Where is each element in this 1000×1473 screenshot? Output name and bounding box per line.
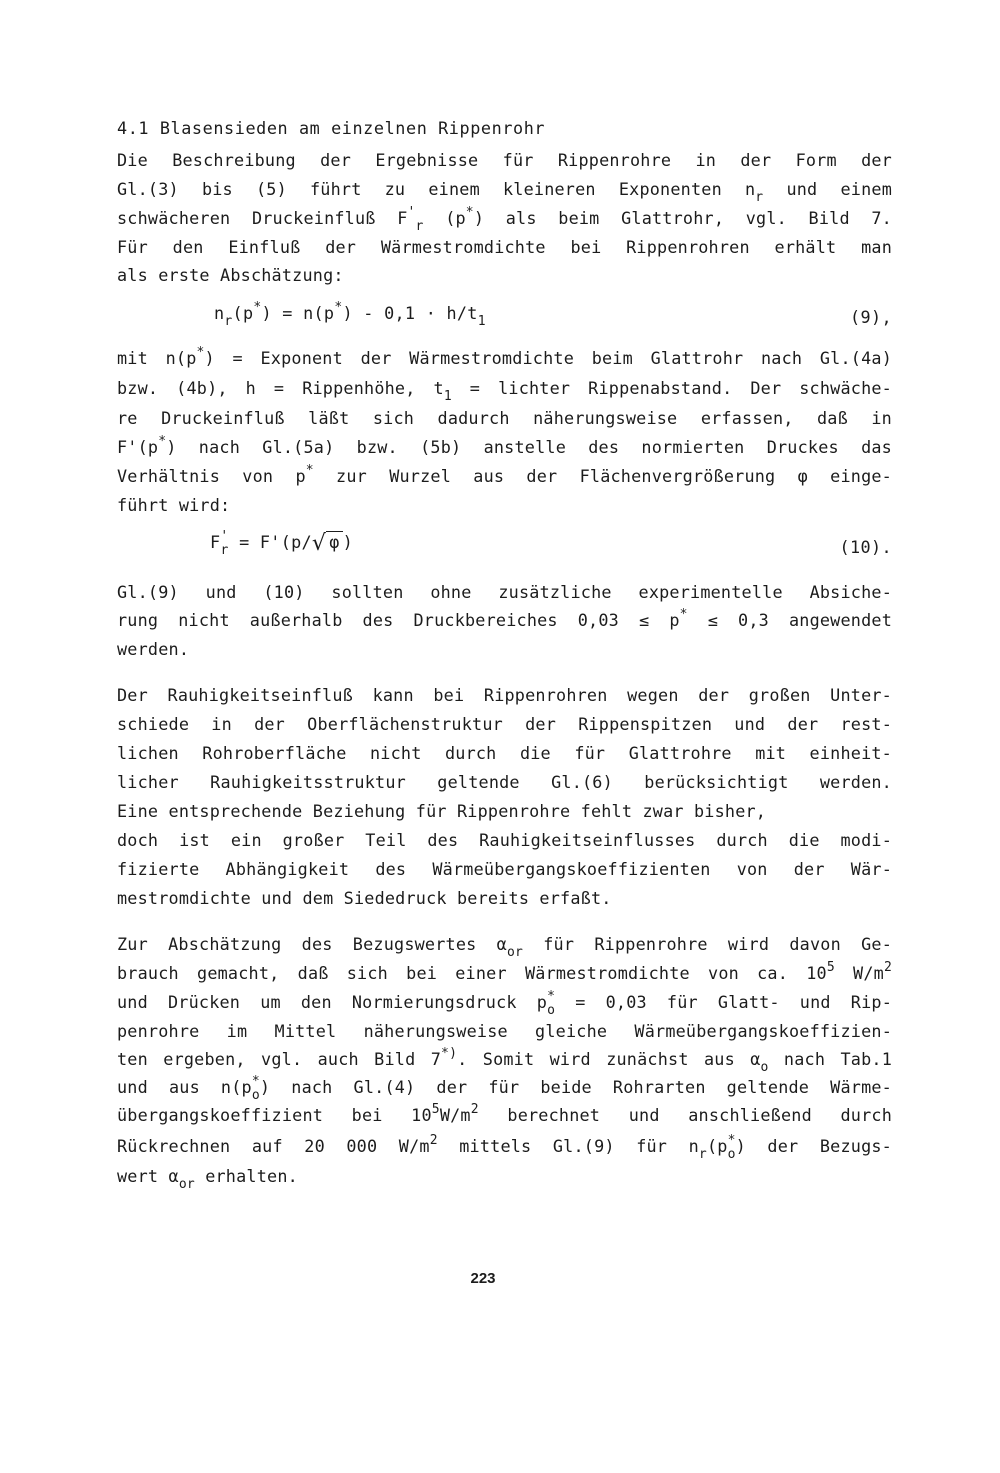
para5-line8: Rückrechnen auf 20 000 $W/m^2$ mittels Gl.(9) für $n_r(p^*_o)$ der Bezugs- [117, 1133, 892, 1162]
para3-line2: rung nicht außerhalb des Druckbereiches 0,03 ≤ p* ≤ 0,3 angewendet [117, 607, 893, 630]
equation-9-number: (9), [849, 307, 892, 327]
para4-line8: mestromdichte und dem Siededruck bereits erfaßt. [117, 888, 612, 908]
para5-line3: und Drücken um den Normierungsdruck $p^*_o = 0,03$ für Glatt- und Rip- [117, 989, 893, 1018]
para5-line4: penrohre im Mittel näherungsweise gleiche Wärmeübergangskoeffizien- [117, 1021, 892, 1041]
para4-line7: fizierte Abhängigkeit des Wärmeübergangskoeffizienten von der Wär- [117, 859, 892, 879]
square-root-symbol: √ φ [312, 532, 343, 552]
para3-line1: Gl.(9) und (10) sollten ohne zusätzliche experimentelle Absiche- [117, 582, 892, 602]
para3-line3: werden. [117, 639, 190, 659]
para4-line1: Der Rauhigkeitseinfluß kann bei Rippenrohren wegen der großen Unter- [117, 685, 892, 705]
para5-line5: ten ergeben, vgl. auch Bild 7*). Somit wird zunächst aus $\alpha_o$ nach Tab.1 [117, 1046, 893, 1075]
para1-line1: Die Beschreibung der Ergebnisse für Rippenrohre in der Form der [117, 150, 892, 170]
equation-9: $n_r(p^*) = n(p^*) - 0,1 \cdot h/t_1$ [214, 300, 486, 329]
para1-line2: Gl.(3) bis (5) führt zu einem kleineren Exponenten $n_r$ und einem [117, 179, 892, 205]
para2-line2: bzw. (4b), h = Rippenhöhe, $t_1$ = lichter Rippenabstand. Der schwäche- [117, 378, 892, 404]
para2-line4: F'(p*) nach Gl.(5a) bzw. (5b) anstelle des normierten Druckes das [117, 434, 892, 457]
page-number: 223 [470, 1270, 496, 1287]
para2-line6: führt wird: [117, 495, 231, 515]
para4-line2: schiede in der Oberflächenstruktur der Rippenspitzen und der rest- [117, 714, 892, 734]
para4-line4: licher Rauhigkeitsstruktur geltende Gl.(6) berücksichtigt werden. [117, 772, 892, 792]
para2-line1: mit n(p*) = Exponent der Wärmestromdichte beim Glattrohr nach Gl.(4a) [117, 345, 892, 368]
para5-line1: Zur Abschätzung des Bezugswertes $\alpha_{or}$ für Rippenrohre wird davon Ge- [117, 934, 892, 960]
section-heading: 4.1 Blasensieden am einzelnen Rippenrohr [117, 118, 546, 138]
equation-10-number: (10). [839, 537, 892, 557]
para1-line3: schwächeren Druckeinfluß $F'_r$ (p*) als beim Glattrohr, vgl. Bild 7. [117, 205, 892, 234]
equation-10: $F'_r = F'(p/√$ φ ) [210, 529, 354, 558]
para2-line3: re Druckeinfluß läßt sich dadurch näherungsweise erfassen, daß in [117, 408, 892, 428]
para5-line7: übergangskoeffizient bei $10^5W/m^2$ berechnet und anschließend durch [117, 1102, 892, 1125]
para5-line2: brauch gemacht, daß sich bei einer Wärmestromdichte von ca. $10^5$ $W/m^2$ [117, 960, 892, 983]
para2-line5: Verhältnis von p* zur Wurzel aus der Flächenvergrößerung φ einge- [117, 463, 892, 486]
para1-line4: Für den Einfluß der Wärmestromdichte bei Rippenrohren erhält man [117, 237, 892, 257]
para4-line3: lichen Rohroberfläche nicht durch die für Glattrohre mit einheit- [117, 743, 892, 763]
para4-line5: Eine entsprechende Beziehung für Rippenrohre fehlt zwar bisher, [117, 801, 767, 821]
para4-line6: doch ist ein großer Teil des Rauhigkeitseinflusses durch die modi- [117, 830, 892, 850]
para5-line9: wert $\alpha_{or}$ erhalten. [117, 1166, 298, 1192]
para1-line5: als erste Abschätzung: [117, 265, 344, 285]
para5-line6: und aus $n(p^*_o)$ nach Gl.(4) der für beide Rohrarten geltende Wärme- [117, 1074, 892, 1103]
